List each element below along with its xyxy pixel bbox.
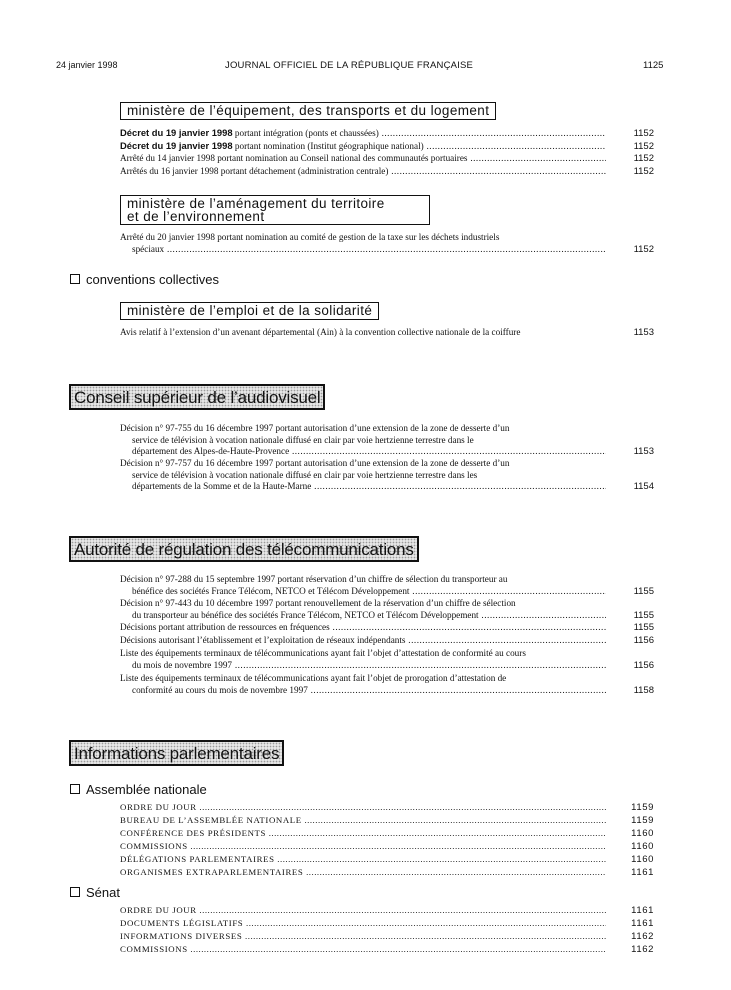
entry-text: portant intégration (ponts et chaussées) bbox=[232, 128, 379, 138]
toc-entry bbox=[120, 867, 654, 879]
entry-text: service de télévision à vocation nationale diffusé en clair par voie hertzienne terrestre dans les bbox=[132, 469, 478, 480]
page-ref: 1161 bbox=[631, 918, 654, 929]
page-ref: 1155 bbox=[633, 585, 654, 597]
entry-bold-title: Décret du 19 janvier 1998 bbox=[120, 140, 233, 151]
checkbox-bullet-icon bbox=[70, 887, 80, 897]
section-senat bbox=[70, 885, 120, 900]
page-ref: 1160 bbox=[631, 841, 654, 852]
page-ref: 1160 bbox=[631, 854, 654, 865]
section-conventions-collectives bbox=[70, 272, 219, 287]
page-ref: 1154 bbox=[633, 481, 654, 492]
heading-line: ministère de l’aménagement du territoire bbox=[127, 196, 385, 211]
page-ref: 1152 bbox=[633, 141, 654, 152]
entry-text: Décisions autorisant l’établissement et l’exploitation de réseaux indépendants bbox=[120, 635, 406, 645]
checkbox-bullet-icon bbox=[70, 274, 80, 284]
toc-entry bbox=[120, 166, 654, 178]
ministry-emploi-heading: ministère de l’emploi et de la solidarité bbox=[120, 302, 379, 320]
section-label: Assemblée nationale bbox=[86, 782, 207, 797]
page-ref: 1155 bbox=[633, 622, 654, 633]
page-ref: 1162 bbox=[631, 944, 654, 955]
toc-entry bbox=[120, 423, 654, 458]
page-ref: 1158 bbox=[633, 684, 654, 696]
heading-line: et de l’environnement bbox=[127, 209, 265, 224]
toc-entry bbox=[120, 574, 654, 597]
page-ref: 1152 bbox=[633, 166, 654, 177]
entry-text: spéciaux bbox=[132, 243, 165, 254]
section-banner-csa: Conseil supérieur de l’audiovisuel bbox=[69, 384, 325, 410]
entry-text: Avis relatif à l’extension d’un avenant départemental (Ain) à la convention collective nationale de la coiffure bbox=[120, 327, 521, 337]
page-ref: 1161 bbox=[631, 905, 654, 916]
entry-text: Liste des équipements terminaux de télécommunications ayant fait l’objet d’attestation de conformité au cours bbox=[120, 648, 526, 658]
entry-text: département des Alpes-de-Haute-Provence bbox=[132, 446, 290, 456]
toc-entry bbox=[120, 905, 654, 917]
toc-entry bbox=[120, 828, 654, 840]
entry-text: Décisions portant attribution de ressources en fréquences bbox=[120, 622, 330, 632]
toc-entry bbox=[120, 153, 654, 165]
entry-text: DOCUMENTS LÉGISLATIFS bbox=[120, 918, 244, 928]
page-ref: 1156 bbox=[633, 659, 654, 671]
page-ref: 1153 bbox=[633, 327, 654, 338]
section-banner-art: Autorité de régulation des télécommunications bbox=[69, 536, 419, 562]
toc-entry bbox=[120, 918, 654, 930]
ministry-equipement-heading: ministère de l’équipement, des transports et du logement bbox=[120, 102, 496, 120]
section-banner-parlement: Informations parlementaires bbox=[69, 740, 284, 766]
entry-text: du mois de novembre 1997 bbox=[132, 659, 233, 670]
toc-entry bbox=[120, 815, 654, 827]
entry-text: Liste des équipements terminaux de télécommunications ayant fait l’objet de prorogation d’attestation de bbox=[120, 673, 507, 683]
entry-text: ORDRE DU JOUR bbox=[120, 802, 197, 812]
entry-text: BUREAU DE L’ASSEMBLÉE NATIONALE bbox=[120, 815, 302, 825]
section-label: Sénat bbox=[86, 885, 120, 900]
toc-entry bbox=[120, 140, 654, 153]
entry-text: du transporteur au bénéfice des sociétés France Télécom, NETCO et Télécom Développement bbox=[132, 609, 479, 620]
entry-text: ORGANISMES EXTRAPARLEMENTAIRES bbox=[120, 867, 304, 877]
toc-entry bbox=[120, 854, 654, 866]
toc-entry bbox=[120, 802, 654, 814]
toc-entry bbox=[120, 232, 654, 255]
entry-text: Arrêté du 20 janvier 1998 portant nomination au comité de gestion de la taxe sur les déchets industriels bbox=[120, 232, 500, 242]
entry-text: COMMISSIONS bbox=[120, 944, 188, 954]
toc-entry bbox=[120, 622, 654, 634]
page-ref: 1155 bbox=[633, 609, 654, 621]
toc-entry bbox=[120, 944, 654, 956]
entry-bold-title: Décret du 19 janvier 1998 bbox=[120, 127, 233, 138]
entry-text: COMMISSIONS bbox=[120, 841, 188, 851]
page-ref: 1161 bbox=[631, 867, 654, 878]
entry-text: DÉLÉGATIONS PARLEMENTAIRES bbox=[120, 854, 275, 864]
header-page-number: 1125 bbox=[643, 60, 664, 71]
entry-text: CONFÉRENCE DES PRÉSIDENTS bbox=[120, 828, 266, 838]
entry-text: Décision n° 97-288 du 15 septembre 1997 portant réservation d’un chiffre de sélection du transporteur au bbox=[120, 574, 508, 584]
section-label: conventions collectives bbox=[86, 272, 219, 287]
page-ref: 1160 bbox=[631, 828, 654, 839]
entry-text: ORDRE DU JOUR bbox=[120, 905, 197, 915]
entry-text: service de télévision à vocation nationale diffusé en clair par voie hertzienne terrestre dans le bbox=[132, 434, 474, 445]
page-ref: 1162 bbox=[631, 931, 654, 942]
entry-text: Décision n° 97-755 du 16 décembre 1997 portant autorisation d’une extension de la zone de desserte d’un bbox=[120, 423, 510, 433]
toc-entry bbox=[120, 458, 654, 493]
page-ref: 1159 bbox=[631, 802, 654, 813]
header-journal-title: JOURNAL OFFICIEL DE LA RÉPUBLIQUE FRANÇAISE bbox=[225, 60, 474, 71]
entry-text: INFORMATIONS DIVERSES bbox=[120, 931, 243, 941]
toc-entry bbox=[120, 931, 654, 943]
entry-text: portant nomination (Institut géographique national) bbox=[232, 141, 424, 151]
toc-entry bbox=[120, 841, 654, 853]
page-ref: 1152 bbox=[633, 128, 654, 139]
header-date: 24 janvier 1998 bbox=[56, 60, 118, 70]
page-ref: 1156 bbox=[633, 635, 654, 646]
checkbox-bullet-icon bbox=[70, 784, 80, 794]
entry-text: Décision n° 97-757 du 16 décembre 1997 portant autorisation d’une extension de la zone de desserte d’un bbox=[120, 458, 510, 468]
entry-text: Arrêté du 14 janvier 1998 portant nomination au Conseil national des communautés portuaires bbox=[120, 153, 468, 163]
entry-text: Décision n° 97-443 du 10 décembre 1997 portant renouvellement de la réservation d’un chiffre de sélection bbox=[120, 598, 516, 608]
page-ref: 1152 bbox=[633, 153, 654, 164]
entry-text: bénéfice des sociétés France Télécom, NETCO et Télécom Développement bbox=[132, 585, 410, 596]
toc-entry bbox=[120, 598, 654, 621]
page-ref: 1159 bbox=[631, 815, 654, 826]
ministry-amenagement-heading bbox=[120, 195, 430, 225]
toc-entry bbox=[120, 127, 654, 140]
page-ref: 1152 bbox=[633, 243, 654, 255]
section-assemblee-nationale bbox=[70, 782, 207, 797]
toc-entry bbox=[120, 635, 654, 647]
entry-text: conformité au cours du mois de novembre 1997 bbox=[132, 684, 308, 695]
toc-entry bbox=[120, 648, 654, 671]
entry-text: Arrêtés du 16 janvier 1998 portant détachement (administration centrale) bbox=[120, 166, 389, 176]
page-ref: 1153 bbox=[633, 446, 654, 457]
toc-entry bbox=[120, 673, 654, 696]
toc-entry bbox=[120, 327, 654, 339]
entry-text: départements de la Somme et de la Haute-Marne bbox=[132, 481, 312, 491]
